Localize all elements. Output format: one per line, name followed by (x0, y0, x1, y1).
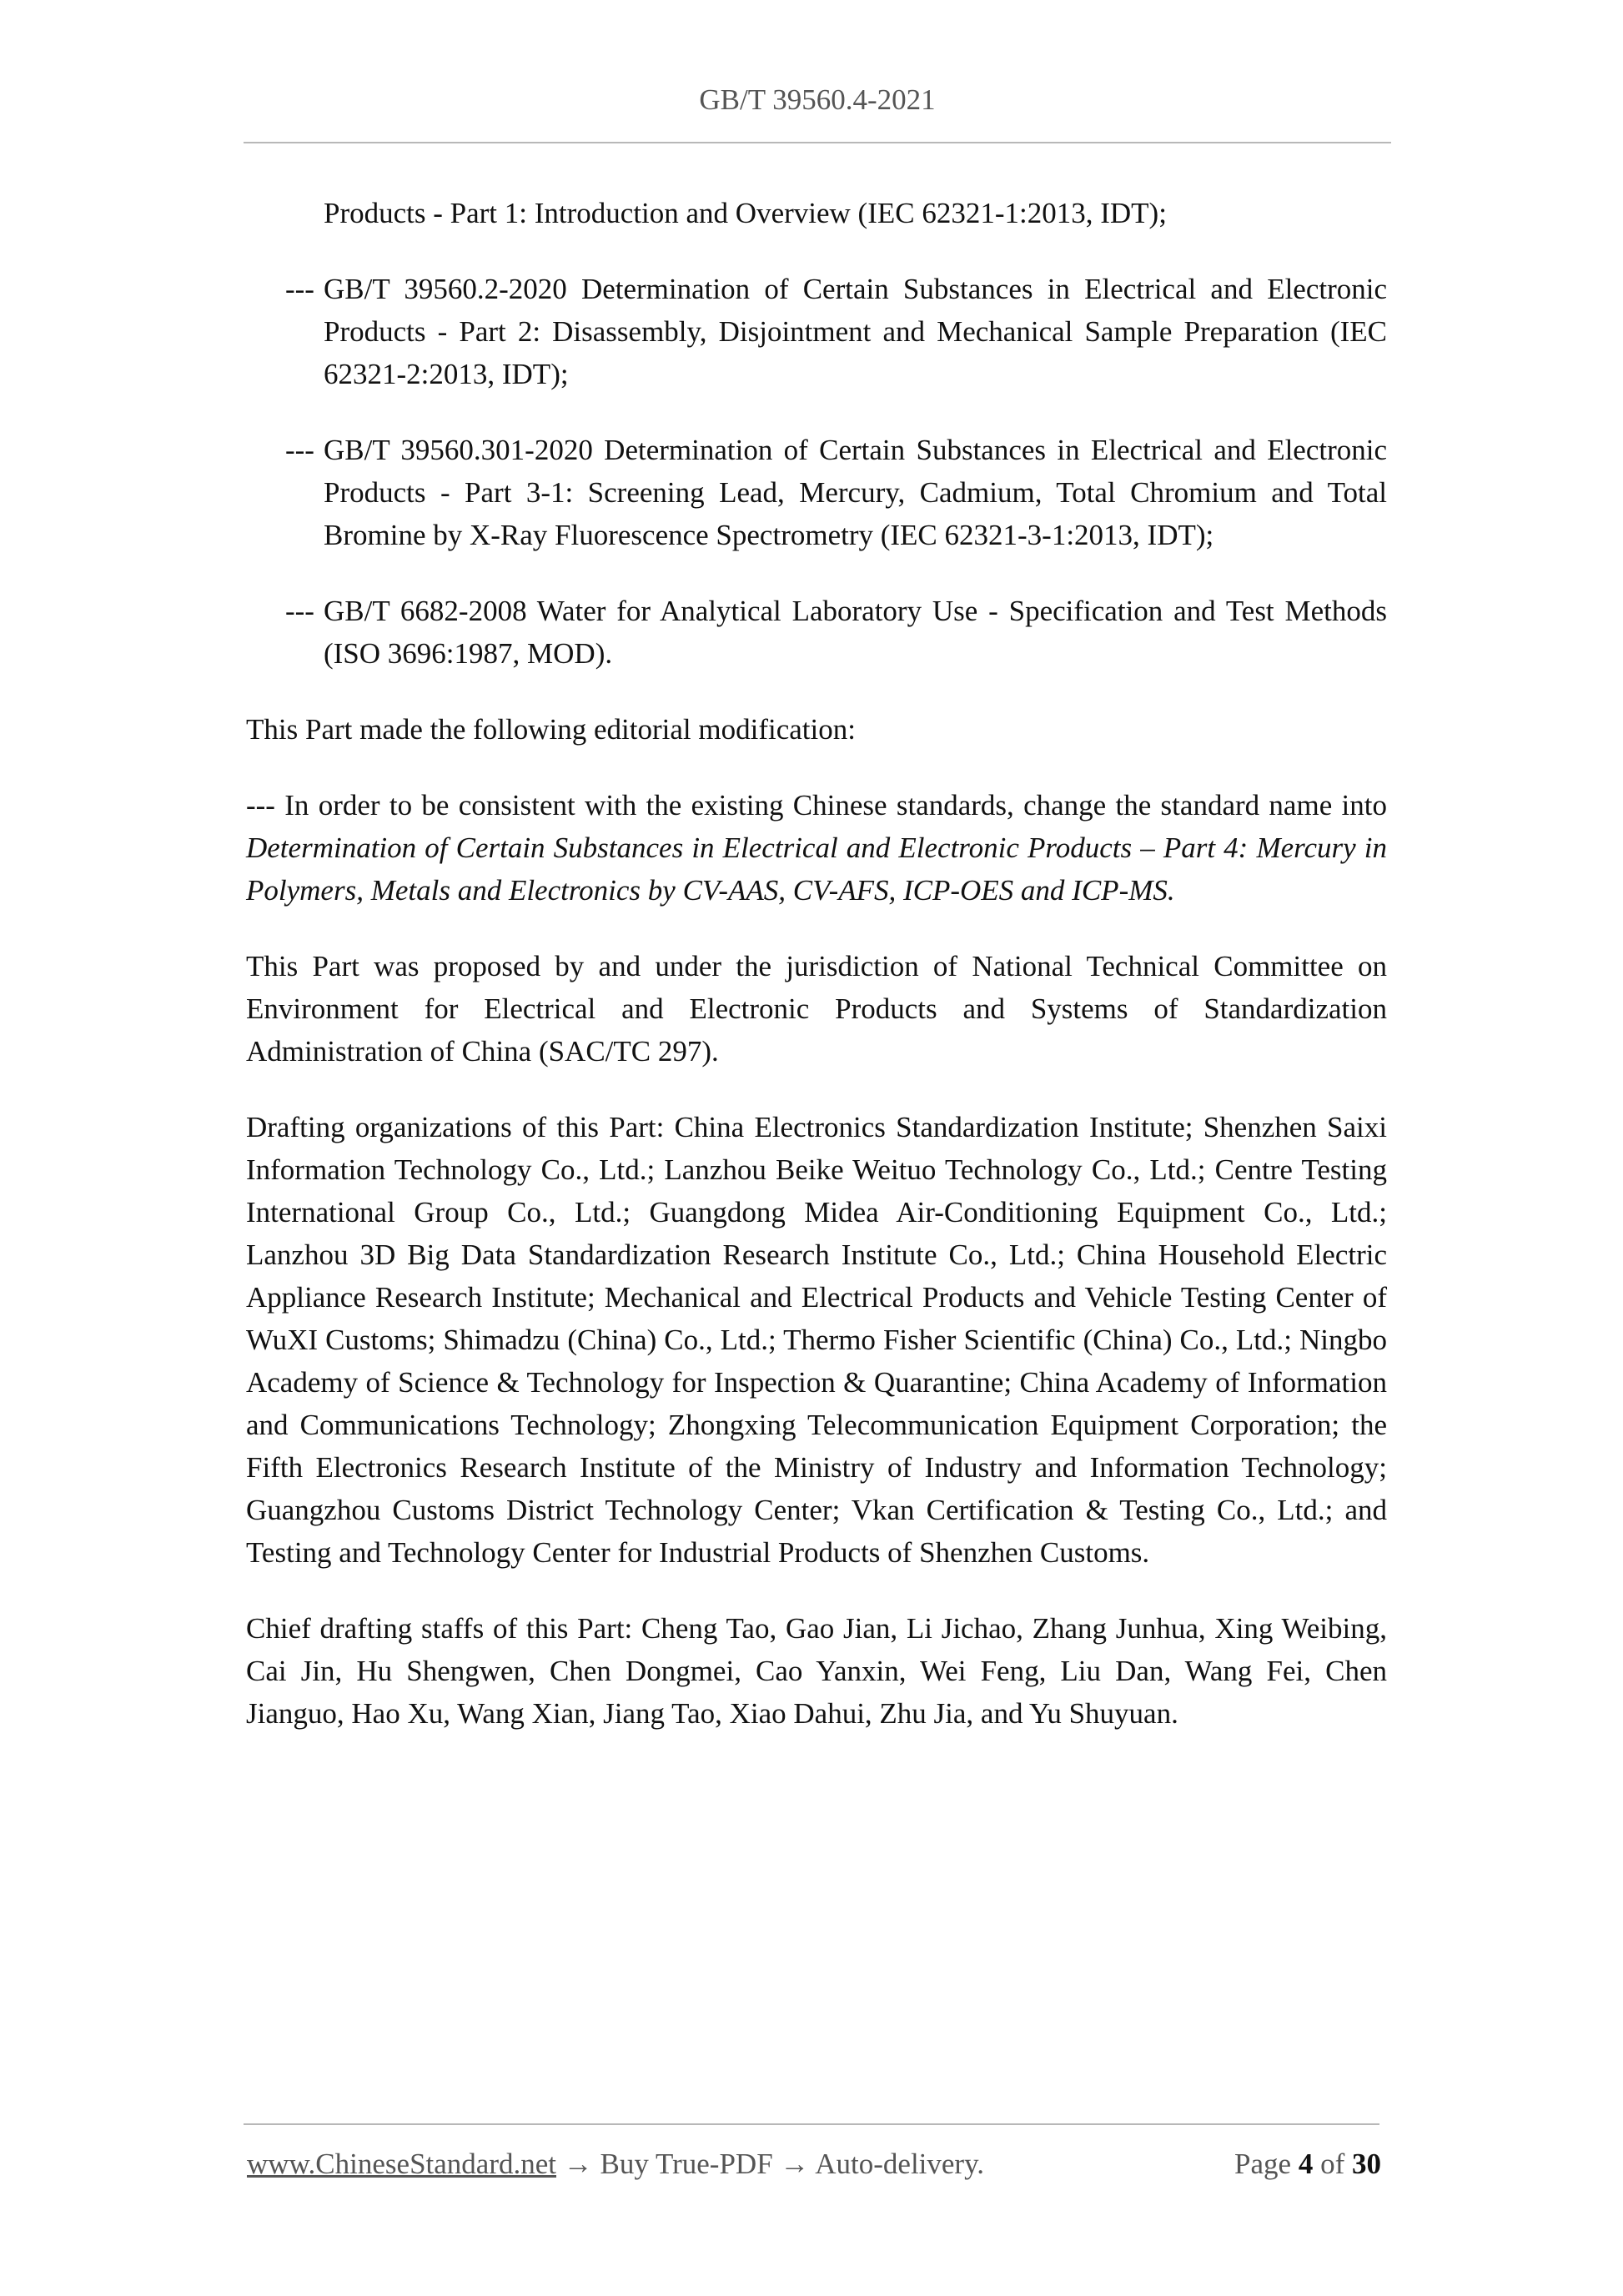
drafting-organizations-paragraph: Drafting organizations of this Part: China Electronics Standardization Institute; Shenzhen Saixi Information Technology Co., Ltd.; Lanzhou Beike Weituo Technology Co., Ltd.; Centre Testing International Group Co., Ltd.; Guangdong Midea Air-Conditioning Equipment Co., Ltd.; Lanzhou 3D Big Data Standardization Research Institute Co., Ltd.; China Household Electric Appliance Research Institute; Mechanical and Electrical Products and Vehicle Testing Center of WuXI Customs; Shimadzu (China) Co., Ltd.; Thermo Fisher Scientific (China) Co., Ltd.; Ningbo Academy of Science & Technology for Inspection & Quarantine; China Academy of Information and Communications Technology; Zhongxing Telecommunication Equipment Corporation; the Fifth Electronics Research Institute of the Ministry of Industry and Information Technology; Guangzhou Customs District Technology Center; Vkan Certification & Testing Co., Ltd.; and Testing and Technology Center for Industrial Products of Shenzhen Customs. (246, 1111, 1387, 1569)
continued-list-item: Products - Part 1: Introduction and Overview (IEC 62321-1:2013, IDT); (324, 197, 1167, 229)
website-link[interactable]: www.ChineseStandard.net (247, 2148, 556, 2180)
arrow-right-icon: → (780, 2148, 810, 2180)
list-item (246, 429, 1387, 556)
standard-name-italic: Determination of Certain Substances in Electrical and Electronic Products – Part 4: Mercury in Polymers, Metals and Electronics by CV-AAS, CV-AFS, ICP-OES and ICP-MS. (246, 831, 1387, 907)
list-item (246, 268, 1387, 395)
list-item (246, 590, 1387, 675)
editorial-modification-text: --- In order to be consistent with the existing Chinese standards, change the standard name into (246, 789, 1387, 821)
page-header (244, 83, 1391, 117)
footer-divider (244, 2123, 1379, 2125)
list-item-text: GB/T 39560.301-2020 Determination of Certain Substances in Electrical and Electronic Products - Part 3-1: Screening Lead, Mercury, Cadmium, Total Chromium and Total Bromine by X-Ray Fluorescence Spectrometry (IEC 62321-3-1:2013, IDT); (324, 434, 1387, 551)
document-body (246, 192, 1387, 1768)
page-counter (1234, 2148, 1381, 2181)
editorial-modification (246, 784, 1387, 912)
list-dash: --- (285, 273, 314, 305)
proposed-paragraph: This Part was proposed by and under the jurisdiction of National Technical Committee on Environment for Electrical and Electronic Products and Systems of Standardization Administration of China (SAC/TC 297). (246, 950, 1387, 1068)
editorial-intro: This Part made the following editorial modification: (246, 713, 856, 746)
buy-true-pdf-text: Buy True-PDF (600, 2148, 773, 2180)
of-label: of (1320, 2148, 1345, 2180)
list-item-text: GB/T 39560.2-2020 Determination of Certain Substances in Electrical and Electronic Products - Part 2: Disassembly, Disjointment and Mechanical Sample Preparation (IEC 62321-2:2013, IDT); (324, 273, 1387, 390)
arrow-right-icon: → (563, 2148, 593, 2180)
page-label: Page (1234, 2148, 1292, 2180)
footer-promo (247, 2148, 984, 2181)
header-divider (244, 142, 1391, 143)
document-id: GB/T 39560.4-2021 (699, 83, 936, 116)
page-number: 4 (1298, 2148, 1314, 2180)
list-dash: --- (285, 595, 314, 627)
auto-delivery-text: Auto-delivery. (815, 2148, 985, 2180)
total-pages: 30 (1352, 2148, 1381, 2180)
drafting-staff-paragraph: Chief drafting staffs of this Part: Cheng Tao, Gao Jian, Li Jichao, Zhang Junhua, Xing Weibing, Cai Jin, Hu Shengwen, Chen Dongmei, Cao Yanxin, Wei Feng, Liu Dan, Wang Fei, Chen Jianguo, Hao Xu, Wang Xian, Jiang Tao, Xiao Dahui, Zhu Jia, and Yu Shuyuan. (246, 1612, 1387, 1730)
list-dash: --- (285, 434, 314, 466)
list-item-text: GB/T 6682-2008 Water for Analytical Laboratory Use - Specification and Test Methods (ISO 3696:1987, MOD). (324, 595, 1387, 670)
